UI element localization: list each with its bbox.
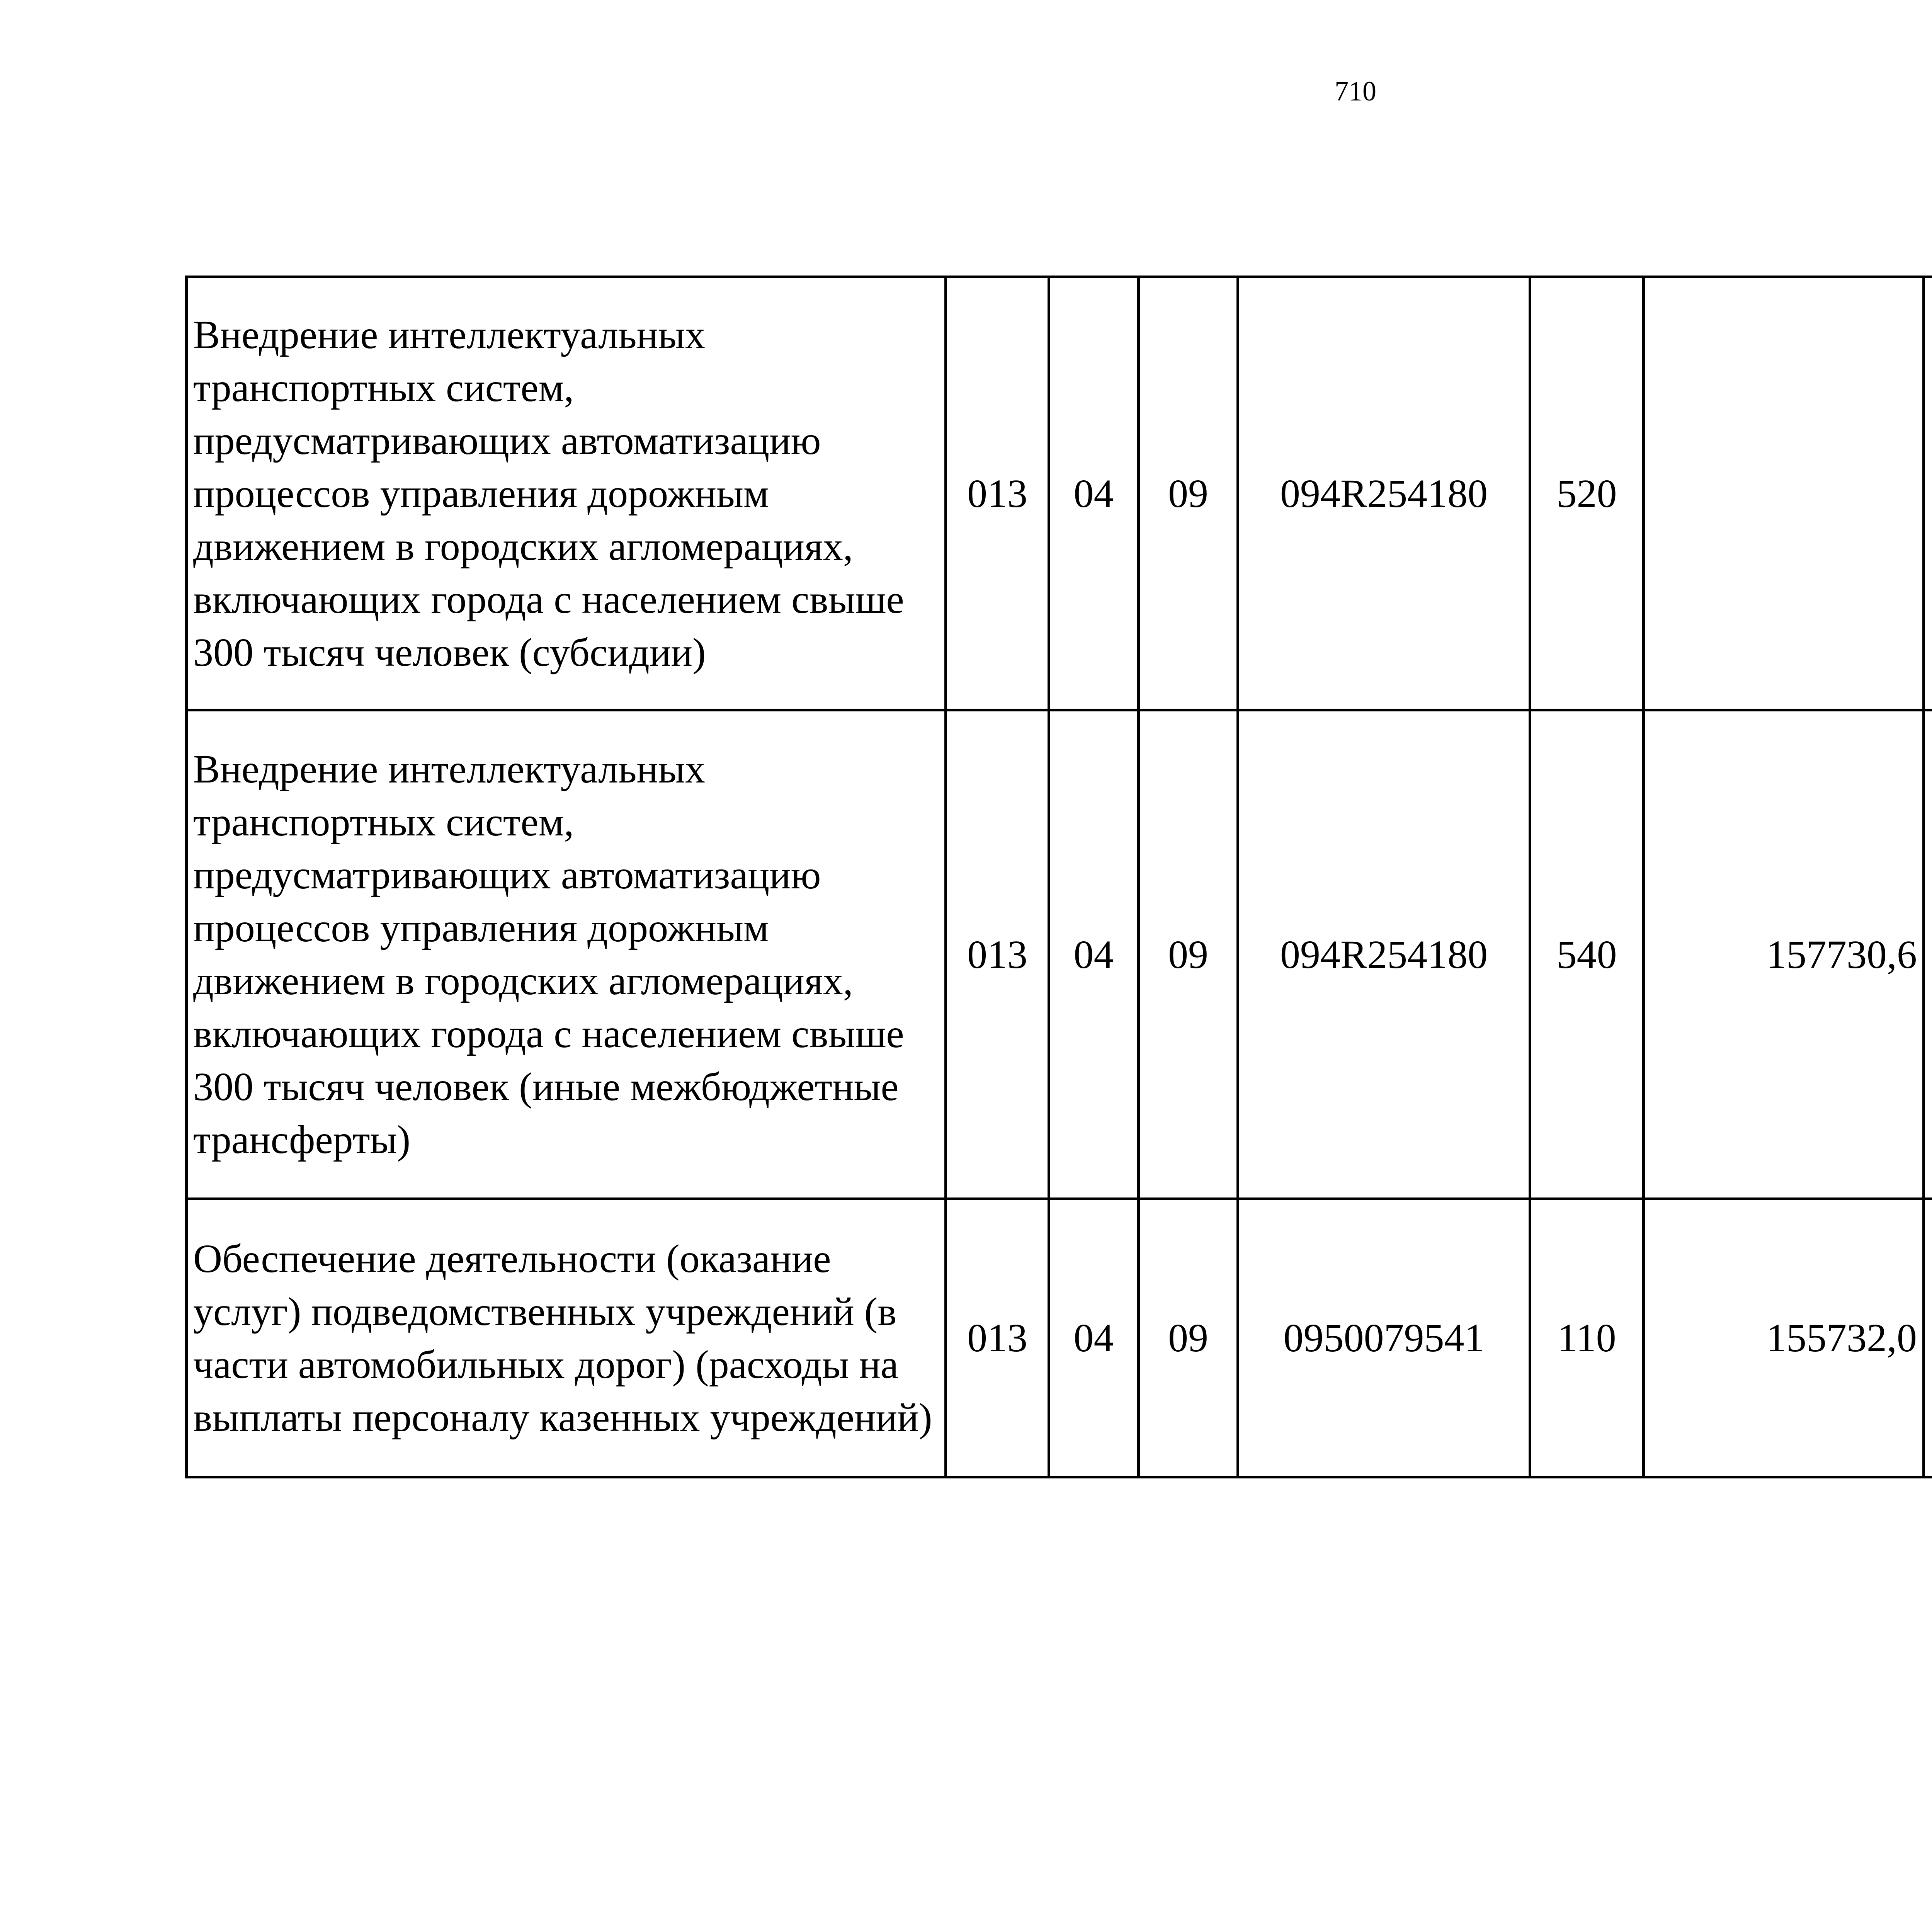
target-article-cell: 094R254180: [1238, 277, 1530, 710]
ministry-code-cell: 013: [946, 710, 1049, 1199]
amount-1-cell: 157730,6: [1644, 710, 1924, 1199]
ministry-code-cell: 013: [946, 277, 1049, 710]
amount-1-cell: 155732,0: [1644, 1199, 1924, 1477]
amount-2-cell: [1924, 277, 1932, 710]
subsection-code-cell: 09: [1139, 710, 1238, 1199]
amount-2-cell: [1924, 710, 1932, 1199]
page-number: 710: [1335, 76, 1376, 107]
table-row: [187, 1199, 1932, 1477]
target-article-cell: 094R254180: [1238, 710, 1530, 1199]
target-article-cell: 0950079541: [1238, 1199, 1530, 1477]
amount-2-cell: [1924, 1199, 1932, 1477]
section-code-cell: 04: [1049, 1199, 1139, 1477]
ministry-code-cell: 013: [946, 1199, 1049, 1477]
subsection-code-cell: 09: [1139, 277, 1238, 710]
table-row: [187, 710, 1932, 1199]
description-cell: Внедрение интеллектуальных транспортных систем, предусматривающих автоматизацию процессов управления дорожным движением в городских агломерациях, включающих города с населением свыше 300 тысяч человек (иные межбюджетные трансферты): [187, 710, 946, 1199]
table-row: [187, 277, 1932, 710]
section-code-cell: 04: [1049, 277, 1139, 710]
section-code-cell: 04: [1049, 710, 1139, 1199]
subsection-code-cell: 09: [1139, 1199, 1238, 1477]
description-cell: Обеспечение деятельности (оказание услуг) подведомственных учреждений (в части автомобильных дорог) (расходы на выплаты персоналу казенных учреждений): [187, 1199, 946, 1477]
expense-type-cell: 540: [1530, 710, 1644, 1199]
description-cell: Внедрение интеллектуальных транспортных систем, предусматривающих автоматизацию процессов управления дорожным движением в городских агломерациях, включающих города с населением свыше 300 тысяч человек (субсидии): [187, 277, 946, 710]
expense-type-cell: 110: [1530, 1199, 1644, 1477]
budget-table: [185, 276, 1932, 1478]
amount-1-cell: [1644, 277, 1924, 710]
expense-type-cell: 520: [1530, 277, 1644, 710]
